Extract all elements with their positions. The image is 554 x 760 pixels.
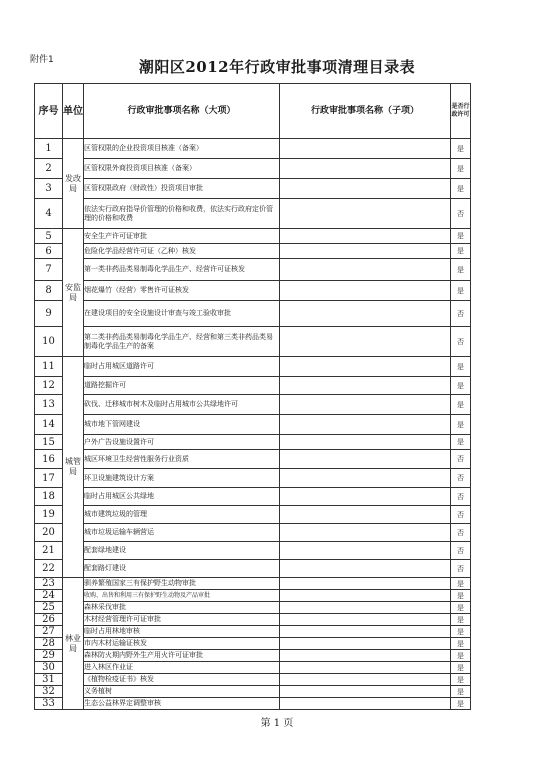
row-item: 城市垃圾运输车辆营运 bbox=[84, 524, 280, 542]
row-item: 城市地下管网建设 bbox=[84, 415, 280, 435]
row-item: 城市建筑垃圾的管理 bbox=[84, 506, 280, 524]
table-row bbox=[35, 229, 471, 244]
row-subitem bbox=[280, 357, 451, 377]
row-license: 否 bbox=[451, 327, 471, 357]
row-subitem bbox=[280, 179, 451, 199]
row-license: 是 bbox=[451, 259, 471, 281]
row-license: 是 bbox=[451, 435, 471, 450]
row-subitem bbox=[280, 638, 451, 650]
row-item: 第一类非药品类易制毒化学品生产、经营许可证核发 bbox=[84, 259, 280, 281]
row-item: 砍伐、迁移城市树木及临时占用城市公共绿地许可 bbox=[84, 395, 280, 415]
table-row bbox=[35, 179, 471, 199]
row-license: 是 bbox=[451, 590, 471, 602]
header-item-sub: 行政审批事项名称（子项） bbox=[280, 84, 451, 139]
row-subitem bbox=[280, 301, 451, 327]
row-license: 是 bbox=[451, 650, 471, 662]
table-row bbox=[35, 488, 471, 506]
row-no: 24 bbox=[35, 590, 63, 602]
row-license: 是 bbox=[451, 602, 471, 614]
unit-cell: 城管局 bbox=[63, 357, 84, 578]
table-row bbox=[35, 542, 471, 560]
row-no: 22 bbox=[35, 560, 63, 578]
row-no: 27 bbox=[35, 626, 63, 638]
row-license: 是 bbox=[451, 244, 471, 259]
table-row bbox=[35, 626, 471, 638]
row-subitem bbox=[280, 244, 451, 259]
row-subitem bbox=[280, 686, 451, 698]
table-row bbox=[35, 469, 471, 488]
table-row bbox=[35, 560, 471, 578]
row-item: 烟花爆竹（经营）零售许可证核发 bbox=[84, 281, 280, 301]
row-no: 21 bbox=[35, 542, 63, 560]
row-license: 否 bbox=[451, 524, 471, 542]
row-no: 8 bbox=[35, 281, 63, 301]
unit-cell: 安监局 bbox=[63, 229, 84, 357]
row-no: 17 bbox=[35, 469, 63, 488]
row-subitem bbox=[280, 327, 451, 357]
row-license: 是 bbox=[451, 281, 471, 301]
table-row bbox=[35, 524, 471, 542]
row-item: 森林防火期内野外生产用火许可证审批 bbox=[84, 650, 280, 662]
row-item: 义务植树 bbox=[84, 686, 280, 698]
unit-cell: 林业局 bbox=[63, 578, 84, 710]
row-subitem bbox=[280, 139, 451, 159]
row-subitem bbox=[280, 506, 451, 524]
row-license: 是 bbox=[451, 139, 471, 159]
row-license: 是 bbox=[451, 698, 471, 710]
row-subitem bbox=[280, 542, 451, 560]
row-license: 是 bbox=[451, 229, 471, 244]
row-license: 是 bbox=[451, 614, 471, 626]
row-license: 否 bbox=[451, 488, 471, 506]
row-no: 2 bbox=[35, 159, 63, 179]
row-license: 否 bbox=[451, 506, 471, 524]
row-no: 1 bbox=[35, 139, 63, 159]
table-row bbox=[35, 578, 471, 590]
row-item: 城区环境卫生经营性服务行业资质 bbox=[84, 450, 280, 469]
row-item: 配套路灯建设 bbox=[84, 560, 280, 578]
row-no: 28 bbox=[35, 638, 63, 650]
row-no: 32 bbox=[35, 686, 63, 698]
row-no: 11 bbox=[35, 357, 63, 377]
row-subitem bbox=[280, 415, 451, 435]
row-subitem bbox=[280, 590, 451, 602]
header-unit: 单位 bbox=[63, 84, 84, 139]
row-subitem bbox=[280, 159, 451, 179]
header-license: 是否行政许可 bbox=[451, 84, 471, 139]
attachment-label: 附件1 bbox=[30, 55, 54, 65]
row-item: 临时占用林地审核 bbox=[84, 626, 280, 638]
row-no: 31 bbox=[35, 674, 63, 686]
row-no: 30 bbox=[35, 662, 63, 674]
row-no: 3 bbox=[35, 179, 63, 199]
row-item: 区管权限的企业投资项目核准（备案） bbox=[84, 139, 280, 159]
row-item: 生态公益林界定调整审核 bbox=[84, 698, 280, 710]
row-no: 16 bbox=[35, 450, 63, 469]
table-row bbox=[35, 686, 471, 698]
row-item: 户外广告设施设置许可 bbox=[84, 435, 280, 450]
row-no: 19 bbox=[35, 506, 63, 524]
row-subitem bbox=[280, 229, 451, 244]
row-item: 依法实行政府指导价管理的价格和收费，依法实行政府定价管理的价格和收费 bbox=[84, 199, 280, 229]
row-no: 9 bbox=[35, 301, 63, 327]
row-subitem bbox=[280, 698, 451, 710]
row-no: 25 bbox=[35, 602, 63, 614]
row-no: 15 bbox=[35, 435, 63, 450]
row-subitem bbox=[280, 281, 451, 301]
row-item: 安全生产许可证审批 bbox=[84, 229, 280, 244]
row-subitem bbox=[280, 614, 451, 626]
table-row bbox=[35, 662, 471, 674]
header-no: 序号 bbox=[35, 84, 63, 139]
row-license: 是 bbox=[451, 395, 471, 415]
row-item: 驯养繁殖国家三有保护野生动物审批 bbox=[84, 578, 280, 590]
header-row bbox=[35, 84, 471, 139]
row-license: 否 bbox=[451, 469, 471, 488]
table-row bbox=[35, 506, 471, 524]
row-item: 木材经营管理许可证审批 bbox=[84, 614, 280, 626]
row-subitem bbox=[280, 602, 451, 614]
row-license: 是 bbox=[451, 686, 471, 698]
row-license: 是 bbox=[451, 159, 471, 179]
table-row bbox=[35, 415, 471, 435]
row-item: 《植物检疫证书》核发 bbox=[84, 674, 280, 686]
row-item: 市内木材运输证核发 bbox=[84, 638, 280, 650]
row-no: 12 bbox=[35, 377, 63, 395]
row-item: 道路挖掘许可 bbox=[84, 377, 280, 395]
row-license: 否 bbox=[451, 542, 471, 560]
row-no: 33 bbox=[35, 698, 63, 710]
row-subitem bbox=[280, 199, 451, 229]
row-subitem bbox=[280, 450, 451, 469]
table-row bbox=[35, 614, 471, 626]
row-subitem bbox=[280, 524, 451, 542]
table-row bbox=[35, 159, 471, 179]
row-license: 是 bbox=[451, 662, 471, 674]
row-license: 是 bbox=[451, 578, 471, 590]
row-item: 危险化学品经营许可证（乙种）核发 bbox=[84, 244, 280, 259]
table-row bbox=[35, 450, 471, 469]
row-item: 第二类非药品类易制毒化学品生产、经营和第三类非药品类易制毒化学品生产的备案 bbox=[84, 327, 280, 357]
row-item: 环卫设施建筑设计方案 bbox=[84, 469, 280, 488]
row-subitem bbox=[280, 578, 451, 590]
table-row bbox=[35, 650, 471, 662]
table-row bbox=[35, 259, 471, 281]
unit-cell: 发改局 bbox=[63, 139, 84, 229]
row-no: 7 bbox=[35, 259, 63, 281]
row-license: 是 bbox=[451, 377, 471, 395]
row-subitem bbox=[280, 435, 451, 450]
row-no: 26 bbox=[35, 614, 63, 626]
table-row bbox=[35, 301, 471, 327]
row-no: 10 bbox=[35, 327, 63, 357]
row-subitem bbox=[280, 469, 451, 488]
row-subitem bbox=[280, 488, 451, 506]
table-row bbox=[35, 602, 471, 614]
row-no: 4 bbox=[35, 199, 63, 229]
table-row bbox=[35, 435, 471, 450]
row-no: 23 bbox=[35, 578, 63, 590]
table-row bbox=[35, 281, 471, 301]
page-number: 第 1 页 bbox=[260, 718, 294, 729]
row-no: 13 bbox=[35, 395, 63, 415]
row-subitem bbox=[280, 626, 451, 638]
row-no: 20 bbox=[35, 524, 63, 542]
row-item: 临时占用城区道路许可 bbox=[84, 357, 280, 377]
row-item: 配套绿地建设 bbox=[84, 542, 280, 560]
row-subitem bbox=[280, 650, 451, 662]
row-license: 是 bbox=[451, 415, 471, 435]
row-license: 是 bbox=[451, 626, 471, 638]
row-license: 是 bbox=[451, 357, 471, 377]
table-row bbox=[35, 377, 471, 395]
row-no: 14 bbox=[35, 415, 63, 435]
table-row bbox=[35, 244, 471, 259]
row-item: 临时占用城区公共绿地 bbox=[84, 488, 280, 506]
row-subitem bbox=[280, 259, 451, 281]
table-row bbox=[35, 139, 471, 159]
row-license: 否 bbox=[451, 560, 471, 578]
row-no: 5 bbox=[35, 229, 63, 244]
table-row bbox=[35, 698, 471, 710]
row-item: 森林采伐审批 bbox=[84, 602, 280, 614]
row-license: 是 bbox=[451, 638, 471, 650]
row-subitem bbox=[280, 395, 451, 415]
row-item: 区管权限外商投资项目核准（备案） bbox=[84, 159, 280, 179]
row-subitem bbox=[280, 662, 451, 674]
row-subitem bbox=[280, 377, 451, 395]
table-row bbox=[35, 327, 471, 357]
table-row bbox=[35, 395, 471, 415]
table-row bbox=[35, 590, 471, 602]
table-row bbox=[35, 674, 471, 686]
page-title: 潮阳区2012年行政审批事项清理目录表 bbox=[138, 58, 416, 76]
row-item: 进入林区作业证 bbox=[84, 662, 280, 674]
table-row bbox=[35, 199, 471, 229]
table-row bbox=[35, 357, 471, 377]
approval-items-table bbox=[34, 83, 471, 710]
row-item: 收购、出售和利用三有保护野生动物及产品审批 bbox=[84, 590, 280, 602]
row-license: 否 bbox=[451, 199, 471, 229]
row-no: 29 bbox=[35, 650, 63, 662]
row-no: 6 bbox=[35, 244, 63, 259]
header-item-big: 行政审批事项名称（大项） bbox=[84, 84, 280, 139]
row-subitem bbox=[280, 560, 451, 578]
row-license: 是 bbox=[451, 179, 471, 199]
row-subitem bbox=[280, 674, 451, 686]
row-no: 18 bbox=[35, 488, 63, 506]
row-license: 否 bbox=[451, 450, 471, 469]
row-item: 在建设项目的安全设施设计审查与竣工验收审批 bbox=[84, 301, 280, 327]
row-item: 区管权限政府（财政性）投资项目审批 bbox=[84, 179, 280, 199]
row-license: 是 bbox=[451, 674, 471, 686]
table-row bbox=[35, 638, 471, 650]
row-license: 否 bbox=[451, 301, 471, 327]
